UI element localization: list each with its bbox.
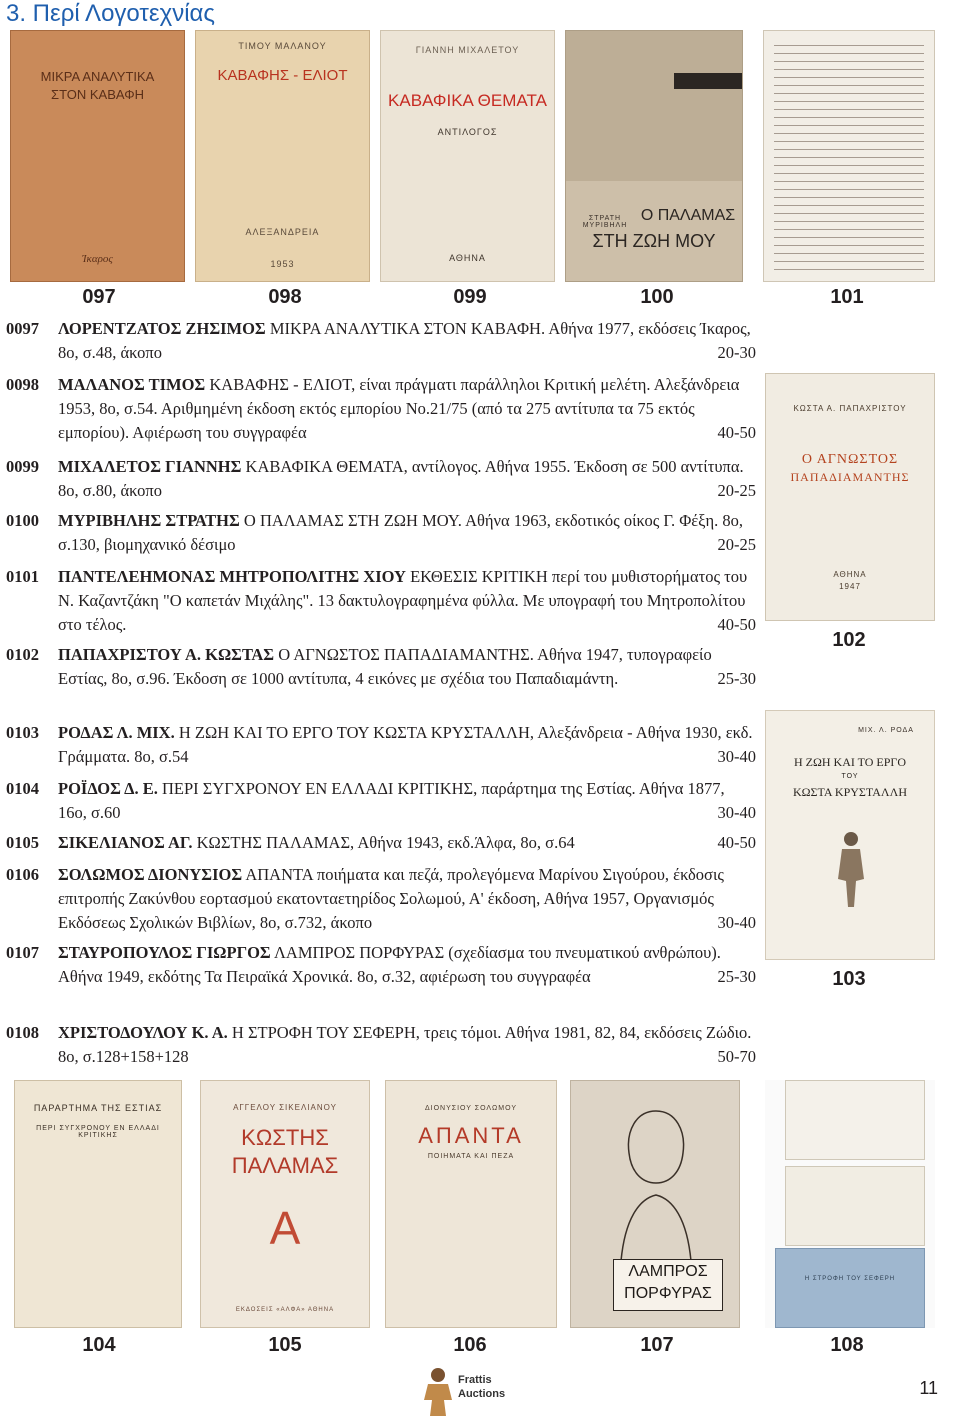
lot-number: 0106: [6, 865, 39, 884]
lot-price: 30-40: [717, 803, 756, 822]
cover-108-volume-3: [775, 1248, 925, 1328]
lot-entry-0103: [6, 721, 756, 769]
cover-108: [765, 1080, 935, 1328]
cover-097-publisher: Ίκαρος: [82, 253, 113, 265]
lot-entry-0101: [6, 565, 756, 637]
lot-label-108: 108: [830, 1334, 864, 1356]
lot-number: 0101: [6, 567, 39, 586]
lot-number: 0102: [6, 645, 39, 664]
lot-description: Ο ΠΑΛΑΜΑΣ ΣΤΗ ΖΩΗ ΜΟΥ. Αθήνα 1963, εκδοτικός οίκος Γ. Φέξη. 8ο, σ.130, βιομηχανικό δέσιμο: [58, 511, 744, 554]
lot-entry-0105: [6, 831, 756, 855]
cover-105-title-1: ΚΩΣΤΗΣ: [241, 1125, 329, 1150]
frattis-logo: [420, 1362, 550, 1418]
lot-number: 0103: [6, 723, 39, 742]
lot-label-103: 103: [832, 968, 866, 990]
cover-103-tou: ΤΟΥ: [841, 773, 859, 780]
cover-100-label-strip: [674, 73, 743, 89]
lot-entry-0107: [6, 941, 756, 989]
lot-price: 40-50: [717, 423, 756, 442]
lot-description: ΚΑΒΑΦΙΚΑ ΘΕΜΑΤΑ, αντίλογος. Αθήνα 1955. Έκδοση σε 500 αντίτυπα. 8ο, σ.80, άκοπο: [58, 457, 744, 500]
lot-price: 25-30: [717, 967, 756, 986]
cover-097-title-1: ΜΙΚΡΑ ΑΝΑΛΥΤΙΚΑ: [40, 69, 155, 84]
figure-illustration-icon: [828, 829, 874, 909]
cover-100-title-1: Ο ΠΑΛΑΜΑΣ: [640, 207, 736, 224]
cover-100-title-2: ΣΤΗ ΖΩΗ ΜΟΥ: [592, 231, 716, 251]
cover-099-subtitle: ΑΝΤΙΛΟΓΟΣ: [437, 127, 498, 137]
cover-108-volume-1: [785, 1080, 925, 1160]
lot-description: Ο ΑΓΝΩΣΤΟΣ ΠΑΠΑΔΙΑΜΑΝΤΗΣ. Αθήνα 1947, τυπογραφείο Εστίας, 8ο, σ.96. Έκδοση σε 1000 αντίτυπα, 4 εικόνες με σχέδια του Παπαδιαμάντη.: [58, 645, 712, 688]
cover-107: [570, 1080, 740, 1328]
lot-label-106: 106: [453, 1334, 487, 1356]
cover-102-title-2: ΠΑΠΑΔΙΑΜΑΝΤΗΣ: [790, 470, 910, 484]
lot-number: 0097: [6, 319, 39, 338]
cover-099-title: ΚΑΒΑΦΙΚΑ ΘΕΜΑΤΑ: [388, 91, 547, 110]
logo-text-1: Frattis: [458, 1374, 492, 1386]
cover-106-subtitle: ΠΟΙΗΜΑΤΑ ΚΑΙ ΠΕΖΑ: [427, 1153, 515, 1160]
lot-author: ΜΥΡΙΒΗΛΗΣ ΣΤΡΑΤΗΣ: [58, 511, 240, 530]
lot-price: 20-25: [717, 535, 756, 554]
lot-label-099: 099: [453, 286, 487, 308]
lot-author: ΡΟΪΔΟΣ Δ. Ε.: [58, 779, 158, 798]
lot-label-104: 104: [82, 1334, 116, 1356]
cover-098: [195, 30, 370, 282]
cover-105: [200, 1080, 370, 1328]
lot-label-097: 097: [82, 286, 116, 308]
lot-price: 30-40: [717, 913, 756, 932]
lot-price: 50-70: [717, 1047, 756, 1066]
lot-number: 0100: [6, 511, 39, 530]
lot-label-101: 101: [830, 286, 864, 308]
lot-description: ΠΕΡΙ ΣΥΓΧΡΟΝΟΥ ΕΝ ΕΛΛΑΔΙ ΚΡΙΤΙΚΗΣ, παράρτημα της Εστίας. Αθήνα 1877, 16ο, σ.60: [58, 779, 725, 822]
lot-entry-0102: [6, 643, 756, 691]
lot-author: ΠΑΝΤΕΛΕΗΜΟΝΑΣ ΜΗΤΡΟΠΟΛΙΤΗΣ ΧΙΟΥ: [58, 567, 406, 586]
lot-description: ΑΠΑΝΤΑ ποιήματα και πεζά, προλεγόμενα Μαρίνου Σιγούρου, έκδοσις επιτροπής Ζακύνθου εορτασμού εκατονταετηρίδος Σολωμού, Α' έκδοση, Αθήνα 1957, Οργανισμός Εκδόσεως Σχολικών Βιβλίων, 8ο, σ.732, άκοπο: [58, 865, 724, 932]
cover-108-title: Η ΣΤΡΟΦΗ ΤΟΥ ΣΕΦΕΡΗ: [804, 1276, 896, 1282]
cover-104-title-2: ΠΕΡΙ ΣΥΓΧΡΟΝΟΥ ΕΝ ΕΛΛΑΔΙ ΚΡΙΤΙΚΗΣ: [36, 1125, 160, 1139]
lot-author: ΜΑΛΑΝΟΣ ΤΙΜΟΣ: [58, 375, 206, 394]
lot-label-107: 107: [640, 1334, 674, 1356]
lot-description: Η ΣΤΡΟΦΗ ΤΟΥ ΣΕΦΕΡΗ, τρεις τόμοι. Αθήνα 1981, 82, 84, εκδόσεις Ζώδιο. 8ο, σ.128+158+128: [58, 1023, 752, 1066]
lot-description: ΚΑΒΑΦΗΣ - ΕΛΙΟΤ, είναι πράγματι παράλληλοι Κριτική μελέτη. Αλεξάνδρεια 1953, 8ο, σ.54. Αριθμημένη έκδοση εκτός εμπορίου Νο.21/75 (από τα 275 αντίτυπα τα 75 εκτός εμπορίου). Αφιέρωση του συγγραφέα: [58, 375, 740, 442]
cover-107-title-1: ΛΑΜΠΡΟΣ: [628, 1263, 708, 1280]
cover-097-title-2: ΣΤΟΝ ΚΑΒΑΦΗ: [51, 87, 144, 102]
document-101: [763, 30, 935, 282]
lot-author: ΠΑΠΑΧΡΙΣΤΟΥ Α. ΚΩΣΤΑΣ: [58, 645, 275, 664]
lot-entry-0099: [6, 455, 756, 503]
cover-103-title-1: Η ΖΩΗ ΚΑΙ ΤΟ ΕΡΓΟ: [793, 755, 907, 769]
section-title: 3. Περί Λογοτεχνίας: [6, 0, 215, 27]
lot-entry-0104: [6, 777, 756, 825]
lot-description: Η ΖΩΗ ΚΑΙ ΤΟ ΕΡΓΟ ΤΟΥ ΚΩΣΤΑ ΚΡΥΣΤΑΛΛΗ, Αλεξάνδρεια - Αθήνα 1930, εκδ. Γράμματα. 8ο, σ.54: [58, 723, 753, 766]
lot-entry-0100: [6, 509, 756, 557]
lot-label-100: 100: [640, 286, 674, 308]
lot-label-098: 098: [268, 286, 302, 308]
lot-author: ΧΡΙΣΤΟΔΟΥΛΟΥ Κ. Α.: [58, 1023, 228, 1042]
cover-100-author: ΣΤΡΑΤΗ ΜΥΡΙΒΗΛΗ: [582, 215, 628, 229]
lot-description: ΛΑΜΠΡΟΣ ΠΟΡΦΥΡΑΣ (σχεδίασμα του πνευματικού ανθρώπου). Αθήνα 1949, εκδότης Τα Πειραϊκά Χρονικά. 8ο, σ.32, αφιέρωση του συγγραφέα: [58, 943, 721, 986]
cover-104-title-1: ΠΑΡΑΡΤΗΜΑ ΤΗΣ ΕΣΤΙΑΣ: [33, 1103, 163, 1113]
lot-author: ΣΙΚΕΛΙΑΝΟΣ ΑΓ.: [58, 833, 193, 852]
cover-105-alpha: Α: [269, 1202, 301, 1254]
lot-description: ΚΩΣΤΗΣ ΠΑΛΑΜΑΣ, Αθήνα 1943, εκδ.Άλφα, 8ο, σ.64: [192, 833, 575, 852]
lot-entry-0106: [6, 863, 756, 935]
lot-author: ΣΟΛΩΜΟΣ ΔΙΟΝΥΣΙΟΣ: [58, 865, 243, 884]
cover-106-author: ΔΙΟΝΥΣΙΟΥ ΣΟΛΩΜΟΥ: [424, 1105, 518, 1112]
lot-price: 30-40: [717, 747, 756, 766]
cover-105-publisher: ΕΚΔΟΣΕΙΣ «ΑΛΦΑ» ΑΘΗΝΑ: [235, 1307, 335, 1313]
cover-102-title-1: Ο ΑΓΝΩΣΤΟΣ: [801, 452, 899, 467]
lot-price: 40-50: [717, 833, 756, 852]
cover-098-year: 1953: [270, 259, 295, 269]
lot-entry-0098: [6, 373, 756, 445]
cover-098-place: ΑΛΕΞΑΝΔΡΕΙΑ: [245, 227, 320, 237]
lot-number: 0099: [6, 457, 39, 476]
lot-entry-0108: [6, 1021, 756, 1069]
lot-number: 0107: [6, 943, 39, 962]
cover-106-title: ΑΠΑΝΤΑ: [418, 1123, 524, 1148]
cover-108-volume-2: [785, 1166, 925, 1246]
cover-105-title-2: ΠΑΛΑΜΑΣ: [231, 1153, 339, 1178]
cover-099-place: ΑΘΗΝΑ: [449, 253, 486, 263]
lot-price: 25-30: [717, 669, 756, 688]
lot-number: 0108: [6, 1023, 39, 1042]
lot-number: 0104: [6, 779, 39, 798]
cover-102: [765, 373, 935, 621]
cover-102-year: 1947: [839, 582, 861, 591]
lot-label-105: 105: [268, 1334, 302, 1356]
cover-099: [380, 30, 555, 282]
cover-105-author: ΑΓΓΕΛΟΥ ΣΙΚΕΛΙΑΝΟΥ: [233, 1103, 337, 1112]
lot-entry-0097: [6, 317, 756, 365]
page-number: 11: [919, 1378, 938, 1398]
lot-description: ΜΙΚΡΑ ΑΝΑΛΥΤΙΚΑ ΣΤΟΝ ΚΑΒΑΦΗ. Αθήνα 1977, εκδόσεις Ίκαρος, 8ο, σ.48, άκοπο: [58, 319, 751, 362]
cover-100-band: [566, 31, 742, 181]
lot-price: 20-25: [717, 481, 756, 500]
lot-price: 20-30: [717, 343, 756, 362]
lot-number: 0105: [6, 833, 39, 852]
lot-author: ΡΟΔΑΣ Λ. ΜΙΧ.: [58, 723, 175, 742]
lot-author: ΜΙΧΑΛΕΤΟΣ ΓΙΑΝΝΗΣ: [58, 457, 242, 476]
cover-097: [10, 30, 185, 282]
lot-author: ΛΟΡΕΝΤΖΑΤΟΣ ΖΗΣΙΜΟΣ: [58, 319, 266, 338]
lot-description: ΕΚΘΕΣΙΣ ΚΡΙΤΙΚΗ περί του μυθιστορήματος του Ν. Καζαντζάκη "Ο καπετάν Μιχάλης". 13 δακτυλογραφημένα φύλλα. Με υπογραφή του Μητροπολίτου στο τέλος.: [58, 567, 748, 634]
cover-100: [565, 30, 743, 282]
cover-104: [14, 1080, 182, 1328]
lot-price: 40-50: [717, 615, 756, 634]
logo-text-2: Auctions: [458, 1388, 506, 1400]
cover-107-title-2: ΠΟΡΦΥΡΑΣ: [624, 1285, 712, 1302]
cover-102-author: ΚΩΣΤΑ Α. ΠΑΠΑΧΡΙΣΤΟΥ: [793, 404, 907, 413]
cover-099-author: ΓΙΑΝΝΗ ΜΙΧΑΛΕΤΟΥ: [415, 45, 520, 55]
lot-author: ΣΤΑΥΡΟΠΟΥΛΟΣ ΓΙΩΡΓΟΣ: [58, 943, 271, 962]
cover-103-title-2: ΚΩΣΤΑ ΚΡΥΣΤΑΛΛΗ: [792, 785, 908, 799]
cover-102-place: ΑΘΗΝΑ: [833, 570, 867, 579]
cover-106: [385, 1080, 557, 1328]
cover-103: [765, 710, 935, 960]
logo-figure-icon: [420, 1366, 456, 1416]
cover-098-author: ΤΙΜΟΥ ΜΑΛΑΝΟΥ: [238, 41, 327, 51]
lot-number: 0098: [6, 375, 39, 394]
lot-label-102: 102: [832, 629, 866, 651]
portrait-illustration-icon: [601, 1091, 711, 1261]
cover-103-author: ΜΙΧ. Λ. ΡΟΔΑ: [858, 727, 914, 734]
cover-098-title: ΚΑΒΑΦΗΣ - ΕΛΙΟΤ: [217, 67, 348, 84]
